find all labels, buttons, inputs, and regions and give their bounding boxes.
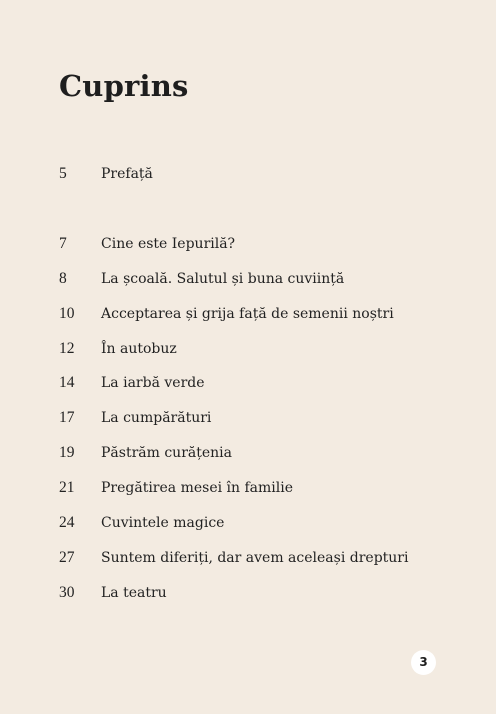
- toc-title: În autobuz: [101, 341, 177, 357]
- toc-page-number: 7: [59, 235, 67, 252]
- toc-entry[interactable]: [0, 338, 496, 360]
- toc-entry[interactable]: [0, 407, 496, 429]
- toc-page-number: 30: [59, 584, 75, 601]
- toc-title: La cumpărături: [101, 410, 212, 426]
- toc-entry[interactable]: [0, 477, 496, 499]
- toc-page-number: 27: [59, 549, 75, 566]
- toc-title: La iarbă verde: [101, 375, 205, 391]
- toc-page-number: 8: [59, 270, 67, 287]
- page-title: Cuprins: [59, 69, 189, 103]
- toc-title: La teatru: [101, 585, 167, 601]
- toc-entry[interactable]: [0, 512, 496, 534]
- toc-title: Cuvintele magice: [101, 515, 225, 531]
- toc-title: Prefață: [101, 166, 153, 182]
- toc-page-number: 14: [59, 374, 75, 391]
- toc-title: Pregătirea mesei în familie: [101, 480, 294, 496]
- toc-title: Suntem diferiți, dar avem aceleași drepturi: [101, 550, 409, 566]
- toc-entry[interactable]: [0, 372, 496, 394]
- page-number-badge: 3: [411, 650, 436, 675]
- toc-page-number: 19: [59, 444, 75, 461]
- toc-entry[interactable]: [0, 442, 496, 464]
- toc-entry[interactable]: [0, 547, 496, 569]
- toc-page-number: 21: [59, 479, 75, 496]
- toc-entry[interactable]: [0, 303, 496, 325]
- toc-entry[interactable]: [0, 233, 496, 255]
- toc-page-number: 24: [59, 514, 75, 531]
- toc-entry[interactable]: [0, 163, 496, 185]
- toc-title: Acceptarea și grija față de semenii noștri: [101, 306, 394, 322]
- toc-page-number: 5: [59, 165, 67, 182]
- toc-entry[interactable]: [0, 582, 496, 604]
- toc-entry[interactable]: [0, 268, 496, 290]
- toc-page-number: 10: [59, 305, 75, 322]
- toc-page-number: 12: [59, 340, 75, 357]
- toc-page-number: 17: [59, 409, 75, 426]
- toc-title: Păstrăm curățenia: [101, 445, 232, 461]
- toc-title: La școală. Salutul și buna cuviință: [101, 271, 345, 287]
- toc-title: Cine este Iepurilă?: [101, 236, 236, 252]
